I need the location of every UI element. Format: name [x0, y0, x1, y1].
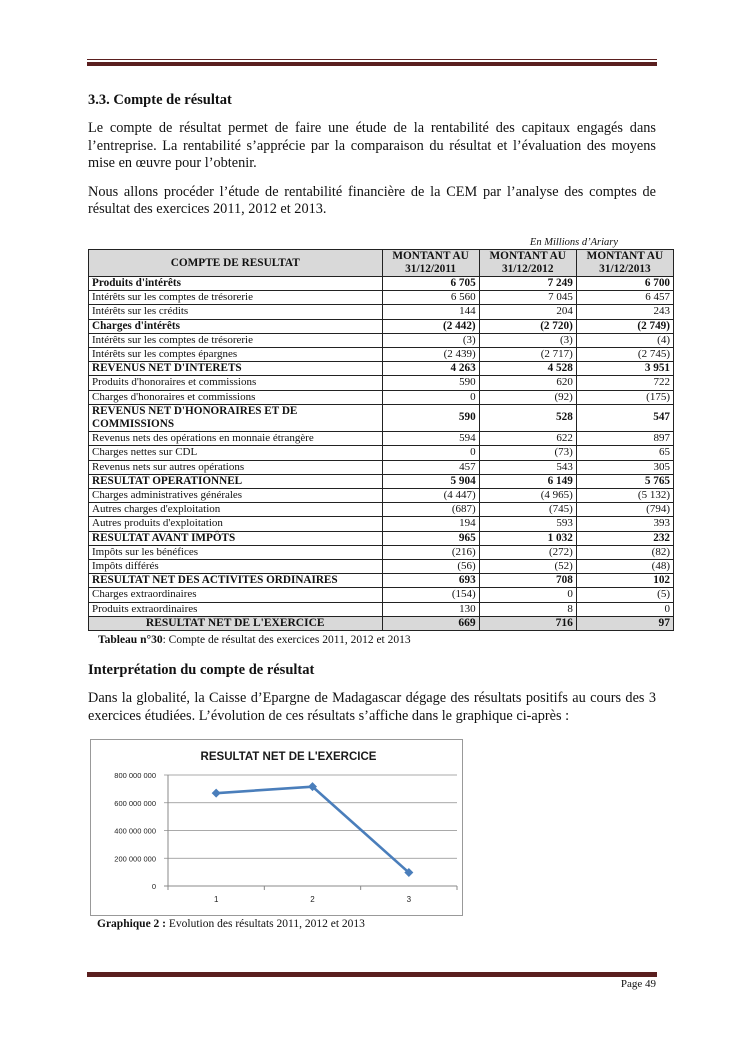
row-value: 243 [576, 305, 673, 319]
row-value: (2 720) [479, 319, 576, 333]
table-row [89, 291, 674, 305]
table-caption-label: Tableau n°30 [98, 634, 163, 646]
row-value: 6 700 [576, 277, 673, 291]
row-value: 708 [479, 574, 576, 588]
y-tick-label: 600 000 000 [114, 798, 156, 808]
column-header: COMPTE DE RESULTAT [89, 250, 383, 277]
row-label: Intérêts sur les comptes de trésorerie [89, 291, 383, 305]
header-rule [87, 59, 657, 66]
interpretation-title: Interprétation du compte de résultat [88, 662, 315, 678]
row-value: 144 [382, 305, 479, 319]
x-tick-label: 1 [213, 895, 219, 904]
row-value: 722 [576, 376, 673, 390]
series-line [216, 787, 409, 873]
row-label: REVENUS NET D'HONORAIRES ET DE COMMISSIONS [89, 404, 383, 431]
row-value: (73) [479, 446, 576, 460]
chart-title: RESULTAT NET DE L'EXERCICE [200, 751, 377, 763]
income-statement-table [88, 249, 674, 631]
row-value: (4 447) [382, 489, 479, 503]
row-value: 528 [479, 404, 576, 431]
table-row [89, 503, 674, 517]
chart-plot [91, 740, 462, 915]
row-value: (175) [576, 390, 673, 404]
row-value: (48) [576, 560, 673, 574]
table-row [89, 348, 674, 362]
section-title: 3.3. Compte de résultat [88, 92, 232, 108]
row-value: 590 [382, 404, 479, 431]
interpretation-paragraph: Dans la globalité, la Caisse d’Epargne de Madagascar dégage des résultats positifs au cours des 3 exercices étudiées. L’évolution de ces résultats s’affiche dans le graphique ci-après : [88, 690, 656, 724]
row-value: 5 904 [382, 474, 479, 488]
row-label: RESULTAT AVANT IMPÔTS [89, 531, 383, 545]
row-value: 593 [479, 517, 576, 531]
row-value: (82) [576, 545, 673, 559]
table-row [89, 333, 674, 347]
row-value: (4) [576, 333, 673, 347]
row-value: 693 [382, 574, 479, 588]
row-value: 457 [382, 460, 479, 474]
row-value: 232 [576, 531, 673, 545]
interpretation-section [88, 662, 656, 736]
row-value: 0 [576, 602, 673, 616]
row-value: (745) [479, 503, 576, 517]
row-value: (56) [382, 560, 479, 574]
x-tick-label: 2 [310, 895, 315, 904]
row-value: 393 [576, 517, 673, 531]
row-value: 6 705 [382, 277, 479, 291]
table-row [89, 489, 674, 503]
table-row [89, 277, 674, 291]
row-value: (92) [479, 390, 576, 404]
line-chart [90, 739, 463, 916]
row-value: (4 965) [479, 489, 576, 503]
row-value: (794) [576, 503, 673, 517]
row-label: Produits extraordinaires [89, 602, 383, 616]
row-label: Charges extraordinaires [89, 588, 383, 602]
table-row [89, 404, 674, 431]
figure-caption [97, 918, 365, 930]
row-value: 102 [576, 574, 673, 588]
table-row [89, 545, 674, 559]
row-value: 97 [576, 616, 673, 630]
row-value: 590 [382, 376, 479, 390]
row-label: Impôts différés [89, 560, 383, 574]
row-value: 6 149 [479, 474, 576, 488]
table-row [89, 319, 674, 333]
footer-rule [87, 970, 657, 977]
row-value: (5 132) [576, 489, 673, 503]
table-caption [98, 634, 411, 646]
row-value: 4 528 [479, 362, 576, 376]
section-intro [88, 92, 656, 230]
row-label: Produits d'intérêts [89, 277, 383, 291]
row-label: Autres charges d'exploitation [89, 503, 383, 517]
row-value: (5) [576, 588, 673, 602]
row-value: 0 [382, 446, 479, 460]
row-label: Impôts sur les bénéfices [89, 545, 383, 559]
table-body [89, 277, 674, 631]
row-label: Produits d'honoraires et commissions [89, 376, 383, 390]
row-value: 7 045 [479, 291, 576, 305]
row-value: (154) [382, 588, 479, 602]
y-tick-label: 0 [151, 882, 156, 891]
table-row [89, 362, 674, 376]
table-row [89, 390, 674, 404]
figure-caption-text: Evolution des résultats 2011, 2012 et 2013 [166, 918, 365, 930]
row-value: 0 [382, 390, 479, 404]
row-value: 716 [479, 616, 576, 630]
row-value: 620 [479, 376, 576, 390]
row-label: Autres produits d'exploitation [89, 517, 383, 531]
row-label: REVENUS NET D'INTERETS [89, 362, 383, 376]
row-value: 594 [382, 432, 479, 446]
column-header: MONTANT AU 31/12/2011 [382, 250, 479, 277]
row-value: 305 [576, 460, 673, 474]
unit-note: En Millions d’Ariary [529, 237, 618, 248]
row-label: Revenus nets des opérations en monnaie étrangère [89, 432, 383, 446]
row-value: 3 951 [576, 362, 673, 376]
row-label: Revenus nets sur autres opérations [89, 460, 383, 474]
row-value: 6 560 [382, 291, 479, 305]
x-tick-label: 3 [406, 895, 412, 904]
row-value: (216) [382, 545, 479, 559]
intro-paragraph-1: Le compte de résultat permet de faire une étude de la rentabilité des capitaux engagés dans l’entreprise. La rentabilité s’apprécie par la comparaison du résultat et l’évaluation des moyens mise en œuvre pour l’obtenir. [88, 120, 656, 171]
y-tick-label: 800 000 000 [114, 771, 156, 780]
row-value: (272) [479, 545, 576, 559]
row-label: Charges nettes sur CDL [89, 446, 383, 460]
row-value: (3) [382, 333, 479, 347]
table-row [89, 432, 674, 446]
row-value: 130 [382, 602, 479, 616]
table-row [89, 560, 674, 574]
table-row [89, 616, 674, 630]
table-row [89, 588, 674, 602]
table-row [89, 305, 674, 319]
row-value: 194 [382, 517, 479, 531]
row-value: (2 745) [576, 348, 673, 362]
row-value: (2 749) [576, 319, 673, 333]
table-row [89, 517, 674, 531]
row-label: RESULTAT NET DE L'EXERCICE [89, 616, 383, 630]
page-number: Page 49 [620, 978, 656, 990]
row-label: Intérêts sur les comptes épargnes [89, 348, 383, 362]
table-row [89, 376, 674, 390]
table-caption-text: : Compte de résultat des exercices 2011, 2012 et 2013 [162, 634, 411, 646]
row-label: RESULTAT OPERATIONNEL [89, 474, 383, 488]
row-value: 4 263 [382, 362, 479, 376]
row-value: 204 [479, 305, 576, 319]
row-value: 622 [479, 432, 576, 446]
figure-caption-label: Graphique 2 : [97, 918, 167, 930]
row-value: (3) [479, 333, 576, 347]
row-value: 547 [576, 404, 673, 431]
table-row [89, 531, 674, 545]
row-value: 669 [382, 616, 479, 630]
column-header: MONTANT AU 31/12/2013 [576, 250, 673, 277]
row-label: Charges d'honoraires et commissions [89, 390, 383, 404]
row-label: Intérêts sur les comptes de trésorerie [89, 333, 383, 347]
row-value: 1 032 [479, 531, 576, 545]
row-label: Charges d'intérêts [89, 319, 383, 333]
column-header: MONTANT AU 31/12/2012 [479, 250, 576, 277]
row-value: (687) [382, 503, 479, 517]
table-row [89, 460, 674, 474]
row-value: 6 457 [576, 291, 673, 305]
row-value: 65 [576, 446, 673, 460]
table-row [89, 602, 674, 616]
row-value: 7 249 [479, 277, 576, 291]
row-value: (2 717) [479, 348, 576, 362]
diamond-marker-icon [212, 789, 221, 798]
row-value: 965 [382, 531, 479, 545]
intro-paragraph-2: Nous allons procéder l’étude de rentabilité financière de la CEM par l’analyse des comptes de résultat des exercices 2011, 2012 et 2013. [88, 183, 656, 217]
row-value: (2 439) [382, 348, 479, 362]
y-tick-label: 400 000 000 [114, 826, 156, 836]
row-value: 5 765 [576, 474, 673, 488]
row-value: 0 [479, 588, 576, 602]
row-label: Intérêts sur les crédits [89, 305, 383, 319]
row-value: (52) [479, 560, 576, 574]
row-label: RESULTAT NET DES ACTIVITES ORDINAIRES [89, 574, 383, 588]
table-row [89, 574, 674, 588]
row-value: (2 442) [382, 319, 479, 333]
y-tick-label: 200 000 000 [114, 854, 156, 864]
row-label: Charges administratives générales [89, 489, 383, 503]
row-value: 8 [479, 602, 576, 616]
row-value: 543 [479, 460, 576, 474]
table-row [89, 446, 674, 460]
table-row [89, 474, 674, 488]
row-value: 897 [576, 432, 673, 446]
table-header-row [89, 250, 674, 277]
